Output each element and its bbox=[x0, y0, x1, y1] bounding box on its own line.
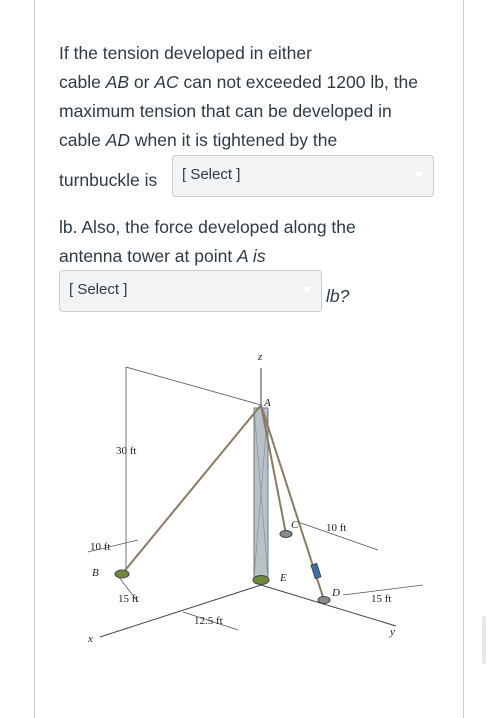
label-12-5ft: 12.5 ft bbox=[194, 615, 223, 627]
question-line-5: turnbuckle is bbox=[59, 170, 158, 190]
cable-ab-line bbox=[122, 405, 261, 574]
label-C: C bbox=[291, 519, 299, 531]
page-scrollbar[interactable] bbox=[482, 616, 486, 664]
line2-pre: cable bbox=[59, 72, 106, 92]
anchor-c bbox=[280, 531, 292, 538]
line4-post: when it is tightened by the bbox=[130, 130, 338, 150]
cable-ab: AB bbox=[105, 72, 130, 92]
dim-top-line bbox=[126, 367, 261, 405]
line2-post: can not exceeded 1200 lb, the bbox=[178, 72, 419, 92]
label-15ft-right: 15 ft bbox=[371, 593, 392, 605]
line4-pre: cable bbox=[59, 130, 106, 150]
line7-pre: antenna tower at point bbox=[59, 246, 238, 266]
point-a-is: A is bbox=[237, 246, 266, 266]
chevron-down-icon bbox=[302, 287, 312, 293]
label-A: A bbox=[264, 397, 271, 409]
question-line-7 bbox=[59, 242, 266, 271]
question-line-2 bbox=[59, 68, 418, 97]
anchor-b bbox=[115, 570, 129, 578]
question-line-6: lb. Also, the force developed along the bbox=[59, 217, 356, 237]
label-x: x bbox=[88, 633, 93, 645]
question-line-4 bbox=[59, 126, 337, 155]
answer-select-1[interactable] bbox=[172, 155, 434, 197]
chevron-down-icon bbox=[414, 172, 424, 178]
tower-base-e bbox=[253, 576, 269, 585]
label-D: D bbox=[332, 587, 340, 599]
answer-select-2[interactable] bbox=[59, 270, 322, 312]
label-y: y bbox=[390, 626, 395, 638]
label-10ft-left: 10 ft bbox=[90, 541, 111, 553]
label-B: B bbox=[92, 567, 99, 579]
question-line-1: If the tension developed in either bbox=[59, 43, 312, 63]
unit-lb: lb? bbox=[326, 286, 350, 306]
turnbuckle bbox=[311, 563, 321, 578]
label-E: E bbox=[280, 572, 287, 584]
answer-select-2-value: [ Select ] bbox=[69, 281, 128, 298]
anchor-d bbox=[318, 597, 330, 604]
label-z: z bbox=[258, 351, 263, 363]
line2-or: or bbox=[129, 72, 155, 92]
antenna-diagram bbox=[78, 340, 438, 650]
cable-ad: AD bbox=[105, 130, 131, 150]
cable-ac: AC bbox=[154, 72, 179, 92]
label-15ft-left: 15 ft bbox=[118, 593, 139, 605]
label-30ft: 30 ft bbox=[116, 445, 137, 457]
question-line-3: maximum tension that can be developed in bbox=[59, 101, 392, 121]
answer-select-1-value: [ Select ] bbox=[182, 166, 241, 183]
label-10ft-right: 10 ft bbox=[326, 522, 347, 534]
